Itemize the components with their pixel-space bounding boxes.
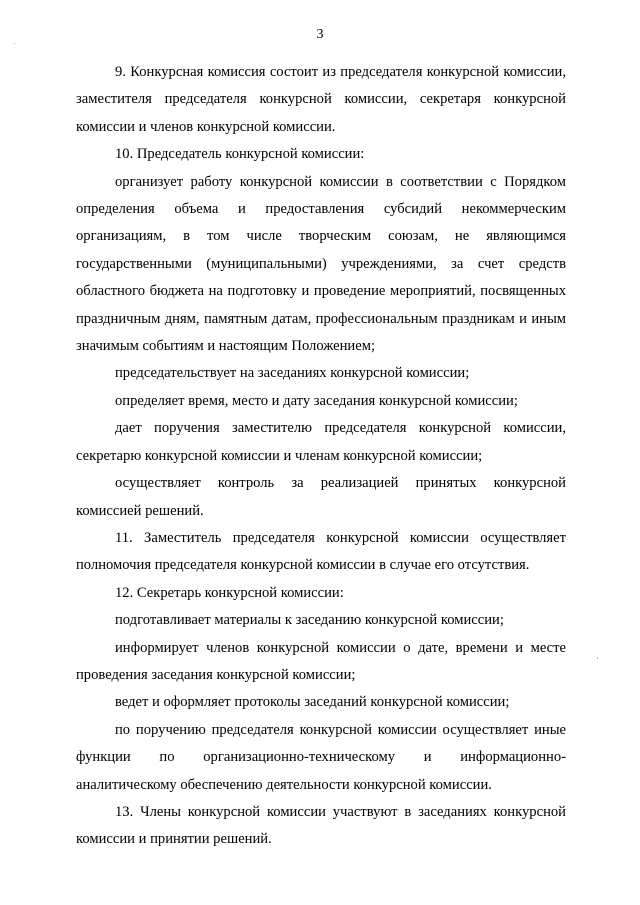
paragraph-secretary-prepares-materials: подготавливает материалы к заседанию конкурсной комиссии; — [115, 612, 504, 629]
document-body — [76, 59, 566, 854]
paragraph-item-9: 9. Конкурсная комиссия состоит из председателя конкурсной комиссии, заместителя председателя конкурсной комиссии, секретаря конкурсной комиссии и членов конкурсной комиссии. — [76, 64, 566, 135]
page-number: 3 — [316, 27, 324, 42]
paragraph-secretary-keeps-minutes: ведет и оформляет протоколы заседаний конкурсной комиссии; — [115, 694, 510, 711]
paragraph-item-10-heading: 10. Председатель конкурсной комиссии: — [115, 146, 365, 163]
paragraph-item-11: 11. Заместитель председателя конкурсной комиссии осуществляет полномочия председателя конкурсной комиссии в случае его отсутствия. — [76, 529, 566, 574]
paragraph-chair-presides: председательствует на заседаниях конкурсной комиссии; — [115, 365, 470, 382]
paragraph-chair-organizes-work: организует работу конкурсной комиссии в соответствии с Порядком определения объема и предоставления субсидий некоммерческим организациям, в том числе творческим союзам, не являющимся государственными (муниципальными) учреждениями, за счет средств областного бюджета на подготовку и проведение мероприятий, посвященных праздничным дням, памятным датам, профессиональным праздникам и иным значимым событиям и настоящим Положением; — [76, 173, 566, 355]
paragraph-item-13: 13. Члены конкурсной комиссии участвуют в заседаниях конкурсной комиссии и принятии решений. — [76, 803, 566, 848]
paragraph-chair-controls-decisions: осуществляет контроль за реализацией принятых конкурсной комиссией решений. — [76, 475, 566, 519]
paragraph-chair-gives-instructions: дает поручения заместителю председателя конкурсной комиссии, секретарю конкурсной комиссии и членам конкурсной комиссии; — [76, 420, 566, 464]
paragraph-item-12-heading: 12. Секретарь конкурсной комиссии: — [115, 584, 344, 601]
scan-speck — [597, 657, 598, 659]
paragraph-secretary-informs-members: информирует членов конкурсной комиссии о дате, времени и месте проведения заседания конкурсной комиссии; — [76, 639, 566, 683]
paragraph-chair-sets-meeting: определяет время, место и дату заседания конкурсной комиссии; — [115, 392, 518, 409]
paragraph-secretary-other-functions: по поручению председателя конкурсной комиссии осуществляет иные функции по организационно-техническому и информационно-аналитическому обеспечению деятельности конкурсной комиссии. — [76, 721, 566, 793]
